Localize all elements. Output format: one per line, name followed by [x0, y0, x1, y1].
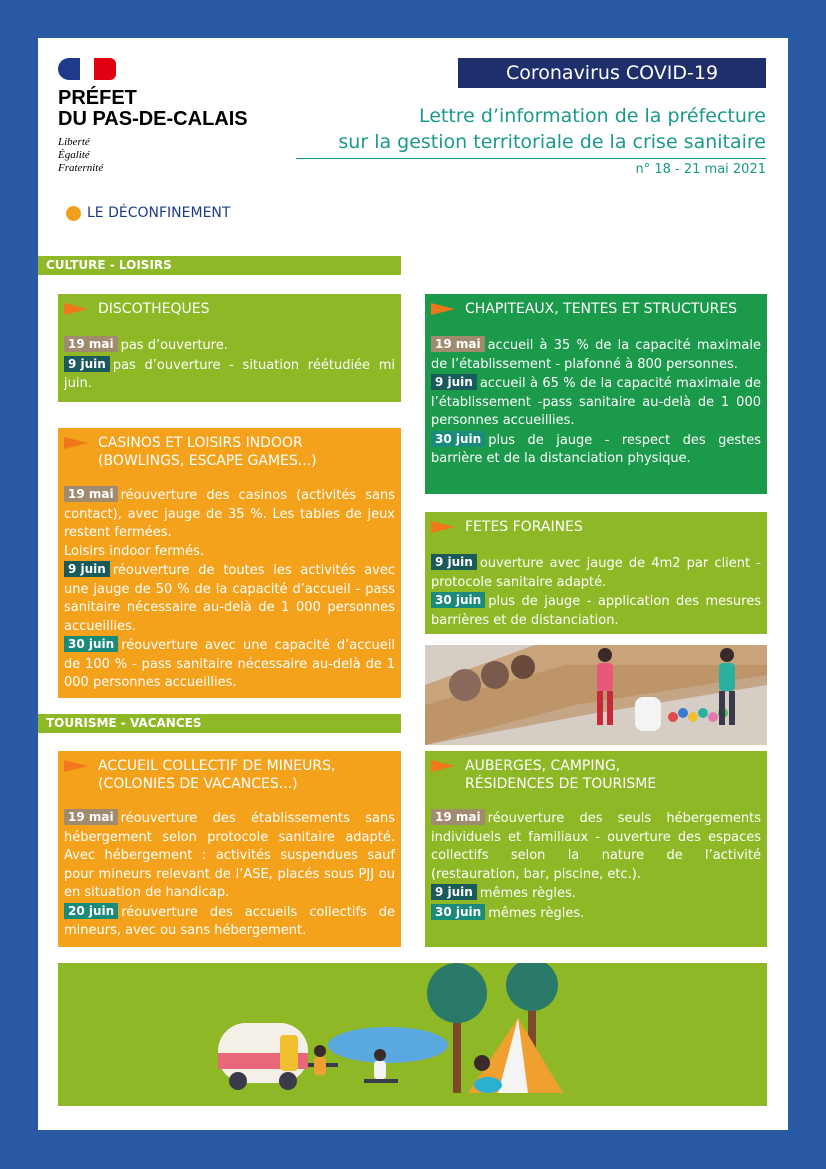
pennant-icon: [64, 303, 88, 315]
list-item: 30 juin plus de jauge - respect des gestes barrière et de la distanciation physique.: [431, 431, 761, 466]
card-accueil-mineurs: [58, 751, 401, 947]
date-badge: 30 juin: [431, 431, 485, 447]
date-badge: 19 mai: [431, 336, 485, 352]
date-badge: 30 juin: [431, 904, 485, 920]
date-badge: 9 juin: [431, 554, 477, 570]
card-fetes-foraines: [425, 512, 767, 634]
date-badge: 9 juin: [64, 356, 110, 372]
card-title: DISCOTHEQUES: [98, 301, 210, 317]
covid-banner: Coronavirus COVID-19: [458, 58, 766, 88]
pennant-icon: [64, 760, 88, 772]
card-auberges: [425, 751, 767, 947]
list-item: 9 juin pas d’ouverture - situation réétudiée mi juin.: [64, 356, 395, 391]
republic-motto: Liberté Égalité Fraternité: [58, 136, 104, 174]
card-title: CASINOS ET LOISIRS INDOOR (BOWLINGS, ESCAPE GAMES...): [98, 435, 317, 469]
card-casinos: [58, 428, 401, 698]
prefet-title: PRÉFET DU PAS-DE-CALAIS: [58, 87, 248, 130]
card-title: AUBERGES, CAMPING, RÉSIDENCES DE TOURISME: [465, 758, 657, 792]
date-badge: 9 juin: [431, 884, 477, 900]
date-badge: 19 mai: [64, 486, 118, 502]
section-tourisme: TOURISME - VACANCES: [38, 714, 401, 733]
card-discotheques: [58, 294, 401, 402]
date-badge: 19 mai: [64, 336, 118, 352]
list-item: 19 mai réouverture des casinos (activités sans contact), avec jauge de 35 %. Les tables de jeux restent fermées.: [64, 487, 395, 540]
pennant-icon: [431, 760, 455, 772]
list-item: 9 juin réouverture de toutes les activités avec une jauge de 50 % de la capacité d’accueil - pass sanitaire nécessaire au-delà de 1 000 personnes accueillies.: [64, 562, 395, 634]
list-item: 9 juin mêmes règles.: [431, 884, 761, 904]
title-divider: [296, 158, 766, 159]
camping-illustration: [58, 963, 767, 1106]
date-badge: 30 juin: [64, 636, 118, 652]
letter-title: Lettre d’information de la préfecture sur la gestion territoriale de la crise sanitaire: [338, 105, 766, 153]
date-badge: 9 juin: [431, 374, 477, 390]
date-badge: 30 juin: [431, 592, 485, 608]
list-item: 19 mai réouverture des seuls hébergements individuels et familiaux - ouverture des espaces collectifs selon la nature de l’activité (restauration, bar, piscine, etc.).: [431, 810, 761, 882]
card-chapiteaux: [425, 294, 767, 494]
marianne-logo: [58, 58, 116, 80]
date-badge: 20 juin: [64, 903, 118, 919]
list-item: 19 mai pas d’ouverture.: [64, 336, 395, 356]
card-title: FETES FORAINES: [465, 519, 583, 535]
topic-heading: LE DÉCONFINEMENT: [66, 205, 230, 221]
list-item: 19 mai accueil à 35 % de la capacité maximale de l’établissement - plafonné à 800 personnes.: [431, 337, 761, 372]
newsletter-page: [38, 38, 788, 1130]
bullet-dot-icon: [66, 206, 81, 221]
list-item: 9 juin accueil à 65 % de la capacité maximale de l’établissement -pass sanitaire au-delà de 1 000 personnes accueillies.: [431, 375, 761, 428]
pennant-icon: [64, 437, 88, 449]
list-item: 9 juin ouverture avec jauge de 4m2 par client - protocole sanitaire adapté.: [431, 555, 761, 590]
list-item: Loisirs indoor fermés.: [64, 543, 204, 559]
list-item: 20 juin réouverture des accueils collectifs de mineurs, avec ou sans hébergement.: [64, 903, 395, 938]
section-culture: CULTURE - LOISIRS: [38, 256, 401, 275]
pennant-icon: [431, 303, 455, 315]
list-item: 19 mai réouverture des établissements sans hébergement selon protocole sanitaire adapté. Avec hébergement : activités suspendues sauf pour mineurs relevant de l’ASE, placés sous PJJ ou en situation de handicap.: [64, 810, 395, 900]
date-badge: 9 juin: [64, 561, 110, 577]
card-title: CHAPITEAUX, TENTES ET STRUCTURES: [465, 301, 738, 317]
list-item: 30 juin mêmes règles.: [431, 904, 761, 924]
date-badge: 19 mai: [431, 809, 485, 825]
list-item: 30 juin plus de jauge - application des mesures barrières et de distanciation.: [431, 593, 761, 628]
card-title: ACCUEIL COLLECTIF DE MINEURS, (COLONIES DE VACANCES...): [98, 758, 336, 792]
bowling-illustration: [425, 645, 767, 745]
issue-number: n° 18 - 21 mai 2021: [635, 162, 766, 177]
list-item: 30 juin réouverture avec une capacité d’accueil de 100 % - pass sanitaire nécessaire au-delà de 1 000 personnes accueillies.: [64, 637, 395, 690]
pennant-icon: [431, 521, 455, 533]
date-badge: 19 mai: [64, 809, 118, 825]
